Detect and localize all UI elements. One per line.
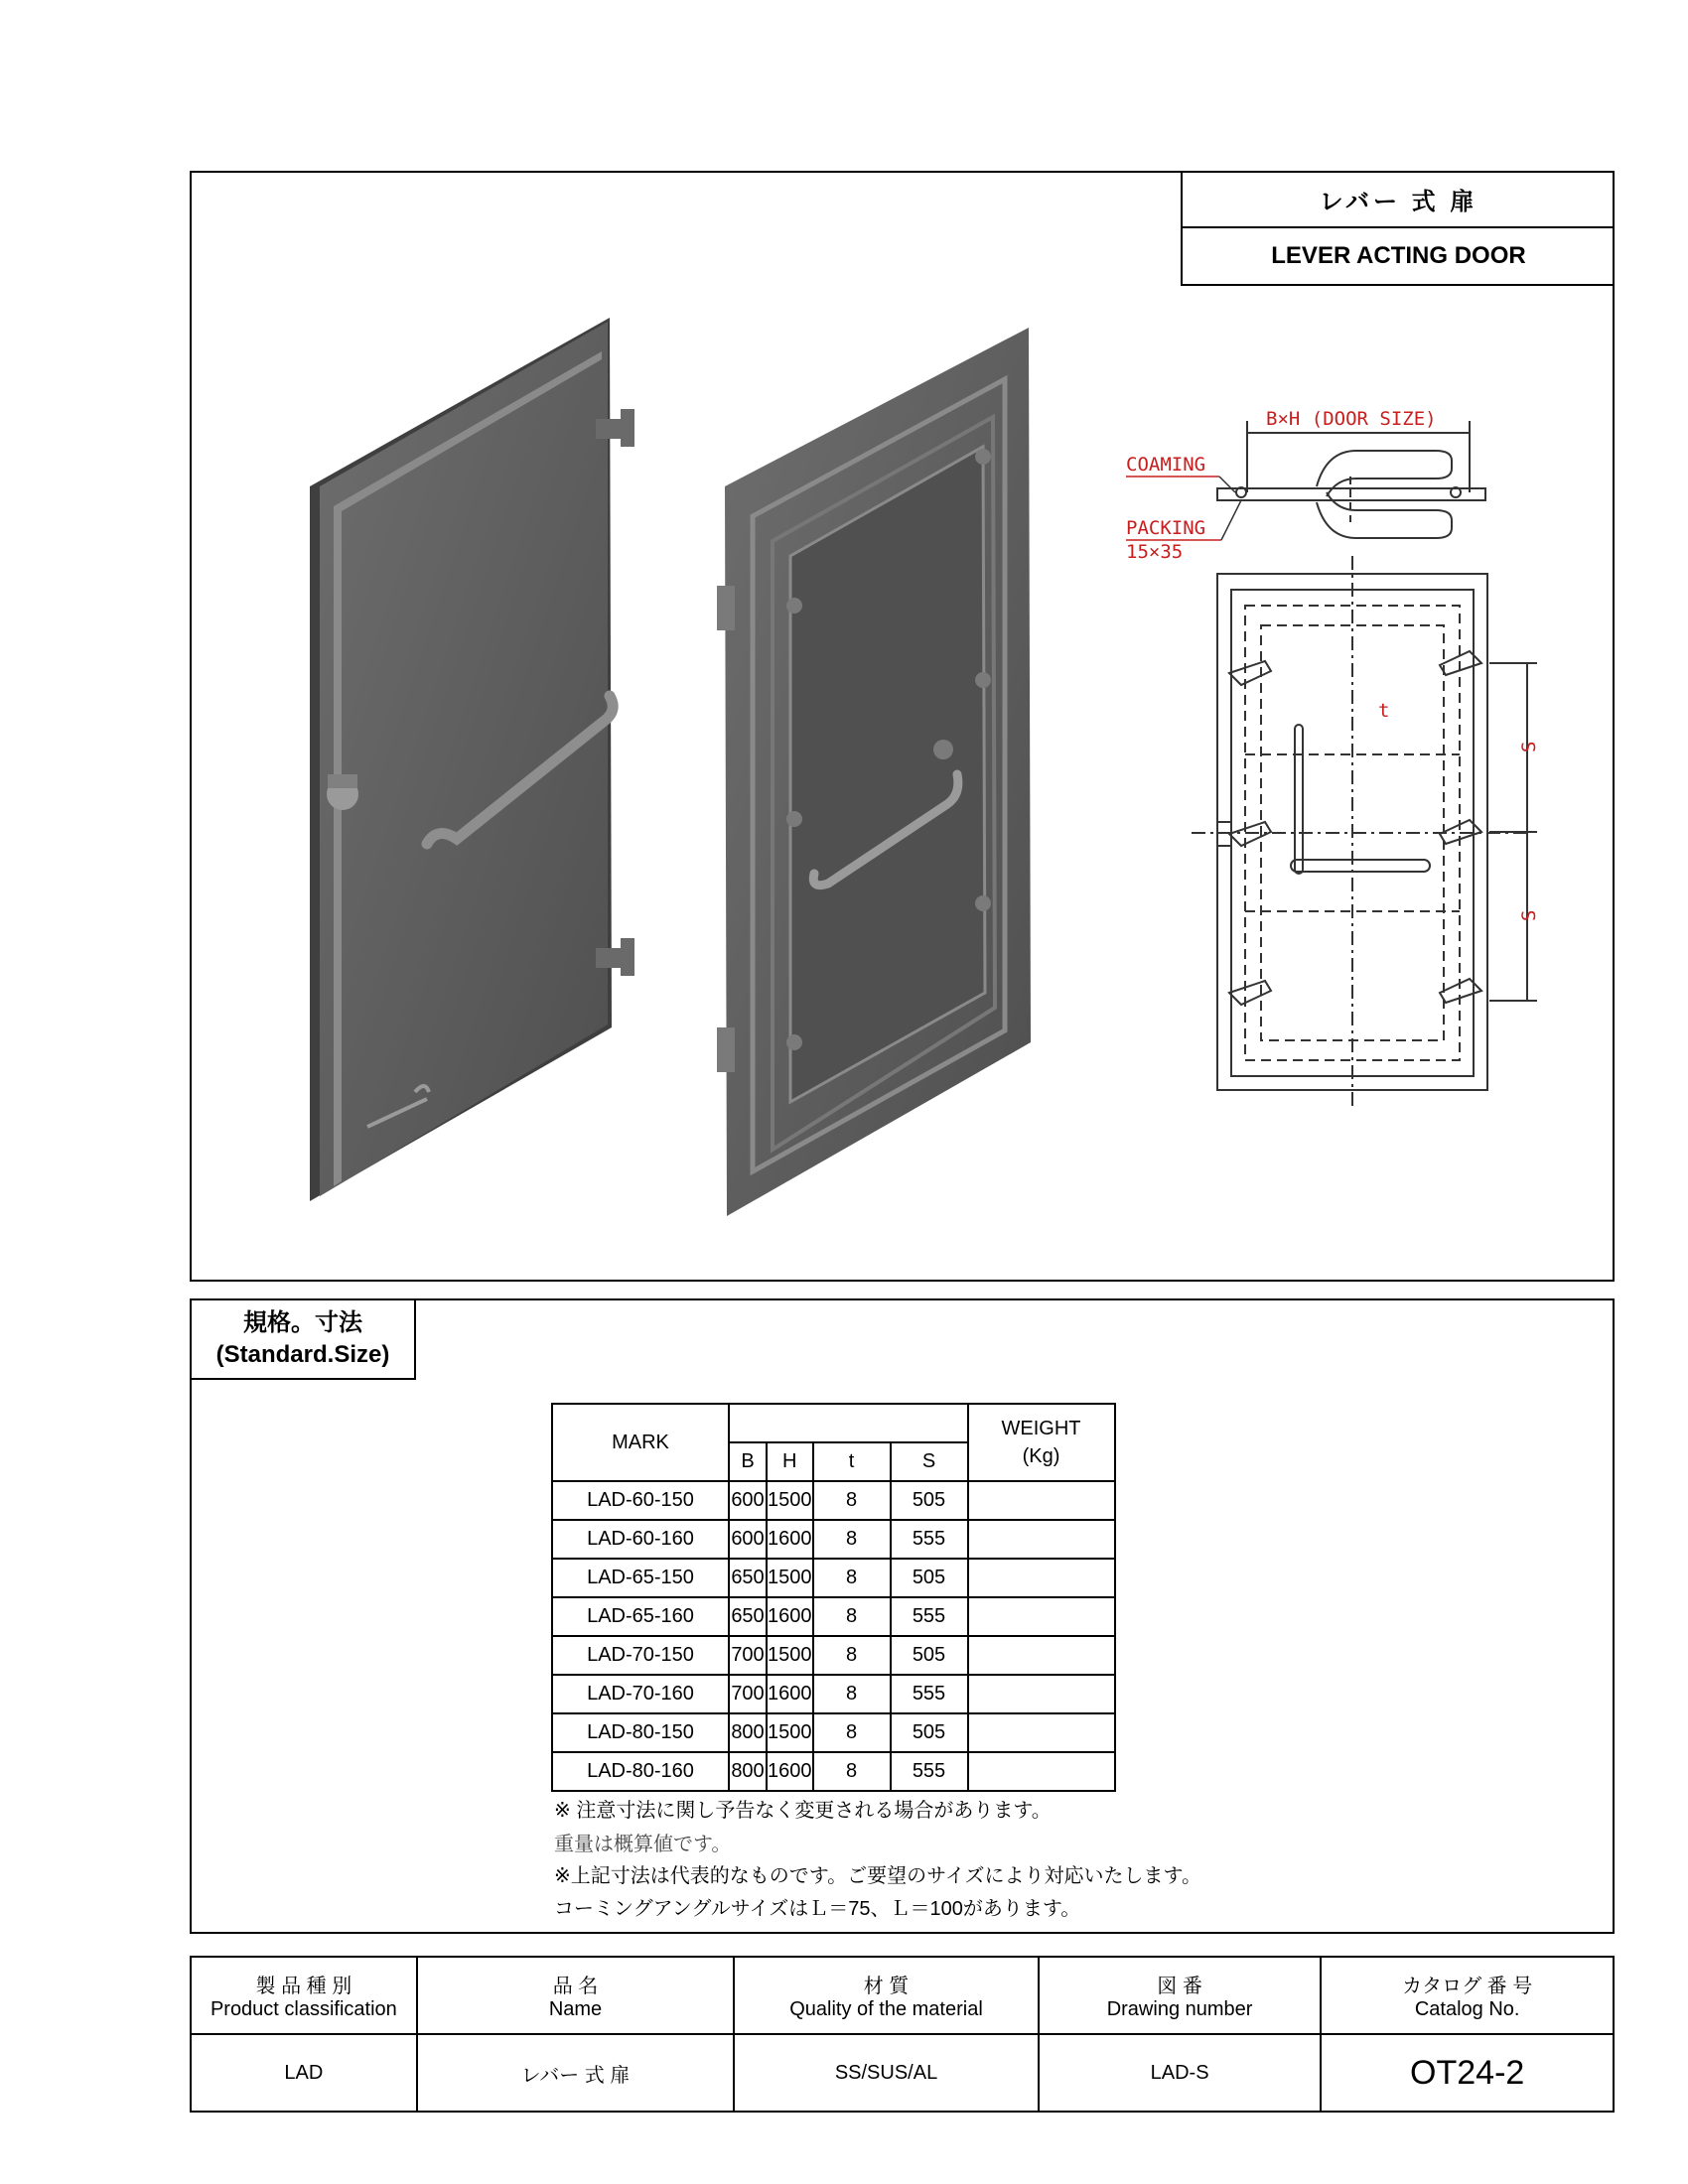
product-title-jp: レバー 式 扉 bbox=[1181, 171, 1615, 228]
name-jp: 品 名 bbox=[552, 1976, 599, 1997]
table-row bbox=[552, 1675, 1115, 1713]
cell-t: 8 bbox=[813, 1675, 891, 1713]
cell-t: 8 bbox=[813, 1752, 891, 1791]
cell-t: 8 bbox=[813, 1636, 891, 1675]
cell-h: 1600 bbox=[767, 1520, 813, 1559]
cell-h: 1500 bbox=[767, 1481, 813, 1520]
value-material: SS/SUS/AL bbox=[734, 2034, 1039, 2112]
cell-weight bbox=[968, 1481, 1115, 1520]
cell-weight bbox=[968, 1713, 1115, 1752]
cell-h: 1500 bbox=[767, 1559, 813, 1597]
cell-b: 650 bbox=[729, 1597, 767, 1636]
name-en: Name bbox=[548, 1998, 603, 2020]
cell-h: 1600 bbox=[767, 1752, 813, 1791]
cell-mark: LAD-70-150 bbox=[552, 1636, 729, 1675]
coaming-label: COAMING bbox=[1126, 454, 1206, 476]
door-size-label: B×H (DOOR SIZE) bbox=[1266, 408, 1437, 430]
catalog-en: Catalog No. bbox=[1414, 1998, 1520, 2020]
note-1: ※ 注意寸法に関し予告なく変更される場合があります。 bbox=[554, 1800, 1052, 1822]
footer-header-name bbox=[417, 1957, 734, 2034]
cell-mark: LAD-70-160 bbox=[552, 1675, 729, 1713]
standard-size-label bbox=[190, 1298, 416, 1380]
cell-mark: LAD-80-150 bbox=[552, 1713, 729, 1752]
col-weight-header bbox=[968, 1404, 1115, 1481]
cell-t: 8 bbox=[813, 1597, 891, 1636]
cell-s: 505 bbox=[891, 1481, 968, 1520]
catalog-jp: カタログ 番 号 bbox=[1402, 1976, 1533, 1997]
col-s-header: S bbox=[891, 1442, 968, 1481]
technical-drawing bbox=[1122, 397, 1559, 1112]
cell-weight bbox=[968, 1636, 1115, 1675]
footer-header-material bbox=[734, 1957, 1039, 2034]
cell-mark: LAD-65-160 bbox=[552, 1597, 729, 1636]
footer-header-classification bbox=[191, 1957, 417, 2034]
footer-table bbox=[190, 1956, 1615, 2113]
cell-b: 700 bbox=[729, 1636, 767, 1675]
cell-h: 1500 bbox=[767, 1713, 813, 1752]
standard-label-jp: 規格。寸法 bbox=[243, 1309, 362, 1336]
cell-b: 600 bbox=[729, 1520, 767, 1559]
cell-mark: LAD-65-150 bbox=[552, 1559, 729, 1597]
product-title-en: LEVER ACTING DOOR bbox=[1181, 228, 1615, 286]
classification-jp: 製 品 種 別 bbox=[255, 1976, 352, 1997]
cell-s: 555 bbox=[891, 1520, 968, 1559]
spec-table-body bbox=[552, 1481, 1115, 1791]
cell-weight bbox=[968, 1752, 1115, 1791]
cell-mark: LAD-60-150 bbox=[552, 1481, 729, 1520]
cell-t: 8 bbox=[813, 1713, 891, 1752]
dim-s-lower: S bbox=[1518, 909, 1540, 921]
table-row bbox=[552, 1481, 1115, 1520]
col-t-header: t bbox=[813, 1442, 891, 1481]
cell-t: 8 bbox=[813, 1559, 891, 1597]
footer-value-row bbox=[191, 2034, 1614, 2112]
door-illustrations bbox=[298, 308, 1053, 1221]
footer-header-row bbox=[191, 1957, 1614, 2034]
drawing-en: Drawing number bbox=[1106, 1998, 1253, 2020]
note-3: ※上記寸法は代表的なものです。ご要望のサイズにより対応いたします。 bbox=[554, 1865, 1201, 1887]
cell-mark: LAD-80-160 bbox=[552, 1752, 729, 1791]
footer-header-drawing bbox=[1039, 1957, 1322, 2034]
packing-label: PACKING bbox=[1126, 517, 1206, 539]
col-h-header: H bbox=[767, 1442, 813, 1481]
weight-label: WEIGHT bbox=[1001, 1418, 1081, 1439]
dimension-group-header bbox=[729, 1404, 968, 1442]
cell-b: 700 bbox=[729, 1675, 767, 1713]
cell-t: 8 bbox=[813, 1520, 891, 1559]
dim-t-label: t bbox=[1378, 700, 1390, 722]
cell-weight bbox=[968, 1675, 1115, 1713]
cell-b: 800 bbox=[729, 1752, 767, 1791]
table-row bbox=[552, 1597, 1115, 1636]
table-row bbox=[552, 1636, 1115, 1675]
cell-s: 555 bbox=[891, 1597, 968, 1636]
note-2: 重量は概算値です。 bbox=[554, 1832, 732, 1855]
material-jp: 材 質 bbox=[863, 1976, 910, 1997]
cell-s: 505 bbox=[891, 1636, 968, 1675]
table-row bbox=[552, 1752, 1115, 1791]
cell-weight bbox=[968, 1597, 1115, 1636]
cell-b: 650 bbox=[729, 1559, 767, 1597]
cell-mark: LAD-60-160 bbox=[552, 1520, 729, 1559]
cell-s: 555 bbox=[891, 1675, 968, 1713]
cell-s: 505 bbox=[891, 1559, 968, 1597]
cell-weight bbox=[968, 1520, 1115, 1559]
cell-s: 555 bbox=[891, 1752, 968, 1791]
cell-t: 8 bbox=[813, 1481, 891, 1520]
value-classification: LAD bbox=[191, 2034, 417, 2112]
cell-b: 800 bbox=[729, 1713, 767, 1752]
standard-label-en: (Standard.Size) bbox=[215, 1341, 390, 1368]
spec-header-row bbox=[552, 1404, 1115, 1442]
material-en: Quality of the material bbox=[789, 1998, 983, 2020]
cell-s: 505 bbox=[891, 1713, 968, 1752]
table-row bbox=[552, 1559, 1115, 1597]
dim-s-upper: S bbox=[1518, 741, 1540, 752]
value-catalog-no: OT24-2 bbox=[1321, 2034, 1614, 2112]
footer-header-catalog bbox=[1321, 1957, 1614, 2034]
note-4: コーミングアングルサイズはＬ＝75、Ｌ＝100があります。 bbox=[554, 1898, 1081, 1920]
notes bbox=[554, 1795, 1201, 1926]
spec-table bbox=[551, 1403, 1116, 1792]
col-mark-header: MARK bbox=[552, 1404, 729, 1481]
cell-h: 1500 bbox=[767, 1636, 813, 1675]
door-rear-view bbox=[717, 328, 1031, 1216]
cell-h: 1600 bbox=[767, 1675, 813, 1713]
classification-en: Product classification bbox=[210, 1998, 397, 2020]
col-b-header: B bbox=[729, 1442, 767, 1481]
packing-size-label: 15×35 bbox=[1126, 541, 1184, 563]
value-drawing-number: LAD-S bbox=[1039, 2034, 1322, 2112]
drawing-jp: 図 番 bbox=[1157, 1976, 1202, 1997]
value-name: レバー 式 扉 bbox=[417, 2034, 734, 2112]
table-row bbox=[552, 1713, 1115, 1752]
door-front-view bbox=[310, 318, 634, 1201]
table-row bbox=[552, 1520, 1115, 1559]
cell-h: 1600 bbox=[767, 1597, 813, 1636]
weight-unit: (Kg) bbox=[1022, 1445, 1060, 1467]
cell-b: 600 bbox=[729, 1481, 767, 1520]
cell-weight bbox=[968, 1559, 1115, 1597]
